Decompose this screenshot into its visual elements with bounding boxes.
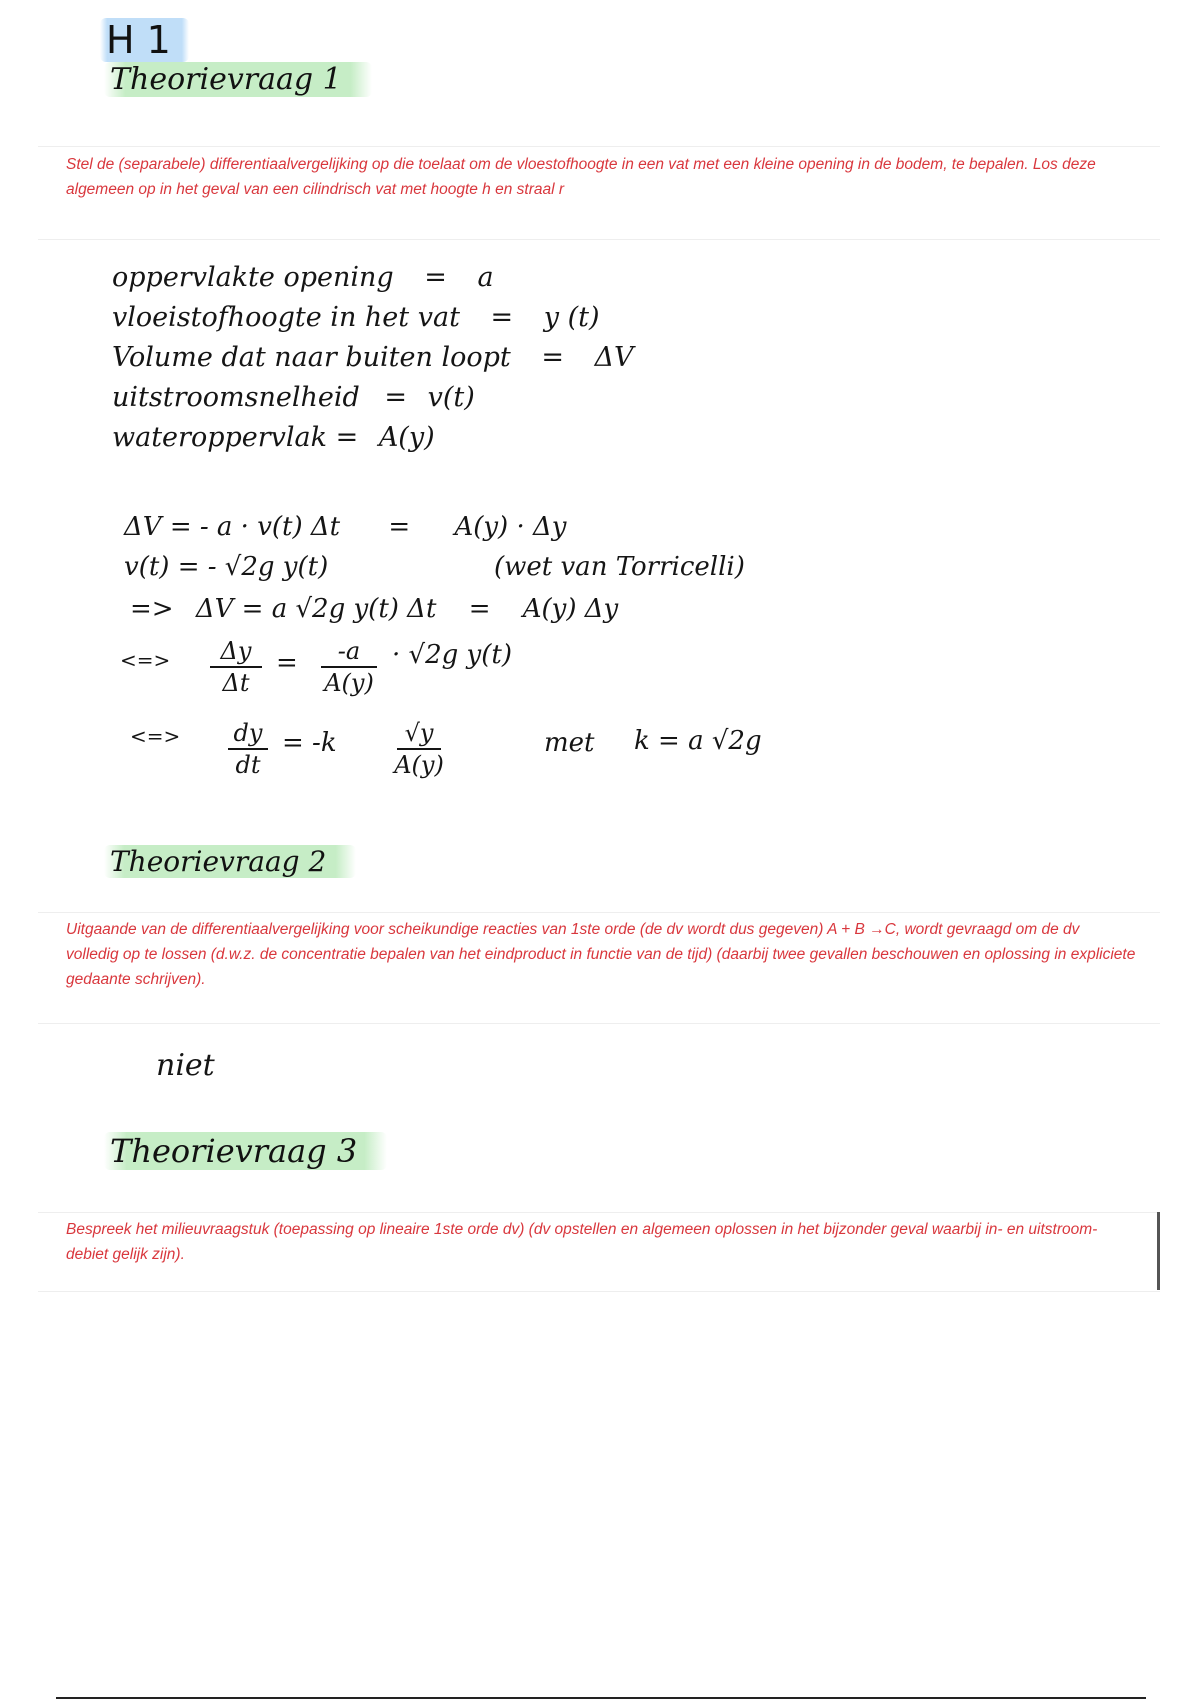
equation-5-mid-text: = -k: [282, 728, 337, 758]
equation-5-k-definition-text: k = a √2g: [634, 726, 762, 756]
definition-value: a: [477, 262, 494, 293]
question-3-text: Bespreek het milieuvraagstuk (toepassing op lineaire 1ste orde dv) (dv opstellen en algemeen oplossen in het bijzonder geval waarbij in- en uitstroom- debiet gelijk zijn).: [66, 1221, 1098, 1263]
definition-row: vloeistofhoogte in het vat = y (t): [112, 302, 600, 333]
definition-value: v(t): [427, 382, 475, 413]
equation-5-mid: [282, 728, 337, 758]
equation-1: ΔV = - a · v(t) Δt = A(y) · Δy: [124, 512, 567, 542]
equation-4-prefix-text: <=>: [120, 648, 171, 672]
equation-4-tail-text: · √2g y(t): [392, 640, 512, 670]
question-2-text: Uitgaande van de differentiaalvergelijking voor scheikundige reacties van 1ste orde (de dv wordt dus gegeven) A + B →C, wordt gevraagd om de dv volledig op te lossen (d.w.z. de concentratie bepalen van het eindproduct in functie van de tijd) (daarbij twee gevallen beschouwen en oplossing in expliciete gedaante schrijven).: [66, 921, 1136, 988]
definition-row: wateroppervlak = A(y): [112, 422, 435, 453]
equation-4-fraction-right: [314, 636, 384, 698]
fraction-numerator: Δy: [220, 637, 252, 665]
page-bottom-rule: [56, 1697, 1146, 1699]
equation-5-prefix-text: <=>: [130, 724, 181, 748]
equation-2-lhs: v(t) = - √2g y(t): [124, 552, 329, 582]
fraction-denominator: A(y): [394, 751, 444, 779]
equation-4-equals: =: [276, 648, 298, 678]
fraction-denominator: dt: [235, 751, 261, 779]
equation-4-prefix: [120, 648, 170, 672]
definition-row: Volume dat naar buiten loopt = ΔV: [112, 342, 634, 373]
equation-5-fraction-left: [222, 718, 274, 780]
equation-5-k-definition: [634, 726, 762, 756]
equation-5-prefix: [130, 724, 180, 748]
equation-1-lhs: ΔV = - a · v(t) Δt: [124, 512, 341, 542]
definition-value: ΔV: [594, 342, 634, 373]
definition-term: vloeistofhoogte in het vat: [112, 302, 460, 333]
section-heading-2: [104, 845, 356, 878]
section-heading-3-text: Theorievraag 3: [104, 1132, 387, 1170]
fraction-denominator: Δt: [222, 669, 250, 697]
equation-5-met: [544, 728, 595, 758]
definition-term: uitstroomsnelheid: [112, 382, 360, 413]
equation-1-rhs: A(y) · Δy: [454, 512, 567, 542]
equation-3-rhs: A(y) Δy: [522, 594, 619, 624]
chapter-title: [100, 18, 189, 62]
definition-term: oppervlakte opening: [112, 262, 394, 293]
definition-row: oppervlakte opening = a: [112, 262, 494, 293]
chapter-title-text: H 1: [100, 18, 189, 62]
section-heading-1-text: Theorievraag 1: [104, 62, 372, 97]
definition-row: uitstroomsnelheid = v(t): [112, 382, 475, 413]
equation-5-met-text: met: [544, 728, 595, 758]
text-cursor: [1157, 1212, 1160, 1290]
question-box-2: [38, 912, 1160, 1024]
torricelli-note: [494, 552, 745, 582]
fraction-denominator: A(y): [324, 669, 374, 697]
answer-2: [156, 1048, 215, 1083]
definition-term: wateroppervlak: [112, 422, 327, 453]
equation-4-fraction-left: [204, 636, 268, 698]
equation-5-fraction-right: [384, 718, 454, 780]
equation-3-lhs: ΔV = a √2g y(t) Δt: [195, 594, 437, 624]
answer-2-text: niet: [156, 1048, 215, 1083]
equation-2: [124, 552, 328, 582]
fraction-numerator: dy: [233, 719, 263, 747]
definition-value: A(y): [378, 422, 435, 453]
equation-3: => ΔV = a √2g y(t) Δt = A(y) Δy: [130, 594, 619, 624]
definition-value: y (t): [543, 302, 600, 333]
torricelli-note-text: (wet van Torricelli): [494, 552, 745, 582]
question-1-text: Stel de (separabele) differentiaalvergelijking op die toelaat om de vloestofhoogte in een vat met een kleine opening in de bodem, te bepalen. Los deze algemeen op in het geval van een cilindrisch vat met hoogte h en straal r: [66, 156, 1096, 198]
section-heading-3: [104, 1132, 387, 1170]
equation-4-tail: [392, 640, 512, 670]
equation-3-prefix: =>: [130, 594, 174, 624]
definition-term: Volume dat naar buiten loopt: [112, 342, 511, 373]
section-heading-1: [104, 62, 372, 97]
question-box-1: [38, 146, 1160, 240]
section-heading-2-text: Theorievraag 2: [104, 845, 356, 878]
fraction-numerator: -a: [337, 637, 361, 665]
question-box-3: [38, 1212, 1160, 1292]
fraction-numerator: √y: [404, 719, 434, 747]
